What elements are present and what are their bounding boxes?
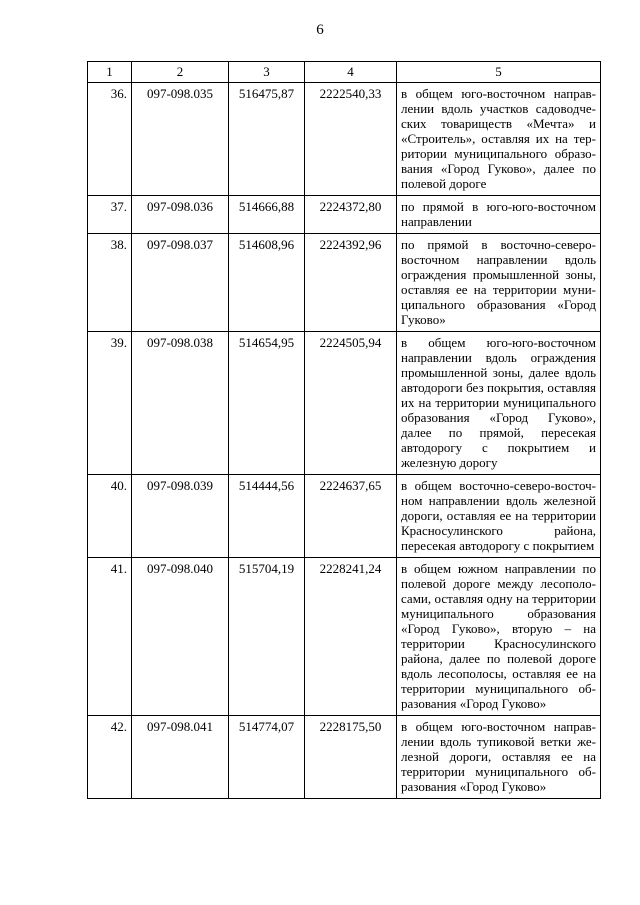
- column-header-1: 1: [88, 62, 132, 83]
- x-coordinate: 514444,56: [229, 475, 305, 558]
- column-header-4: 4: [305, 62, 397, 83]
- table-row: [88, 475, 601, 558]
- boundary-description: в общем юго-юго-восточном направлении вдоль ограждения промышленной зоны, далее вдоль автодороги без покрытия, оставляя их на территории муниципального образования «Город Гуково», далее по прямой, пересекая автодорогу с покрытием и железную дорогу: [397, 332, 601, 475]
- row-number: 37.: [88, 196, 132, 234]
- column-header-3: 3: [229, 62, 305, 83]
- boundary-points-table: [87, 61, 601, 799]
- point-code: 097-098.036: [132, 196, 229, 234]
- x-coordinate: 514774,07: [229, 716, 305, 799]
- table-row: [88, 196, 601, 234]
- table-row: [88, 716, 601, 799]
- row-number: 39.: [88, 332, 132, 475]
- row-number: 40.: [88, 475, 132, 558]
- boundary-description: в общем южном направлении по полевой дороге между лесополосами, оставляя одну на территории муниципального образования «Город Гуково», вторую – на территории Красносулинского района, далее по полевой дороге вдоль лесополосы, оставляя ее на территории муниципального образования «Город Гуково»: [397, 558, 601, 716]
- table-header-row: [88, 62, 601, 83]
- y-coordinate: 2228241,24: [305, 558, 397, 716]
- row-number: 36.: [88, 83, 132, 196]
- point-code: 097-098.038: [132, 332, 229, 475]
- page-number: 6: [316, 22, 324, 38]
- x-coordinate: 515704,19: [229, 558, 305, 716]
- boundary-description: по прямой в восточно-северовосточном направлении вдоль ограждения промышленной зоны, оставляя ее на территории муниципального образования «Город Гуково»: [397, 234, 601, 332]
- point-code: 097-098.035: [132, 83, 229, 196]
- x-coordinate: 514608,96: [229, 234, 305, 332]
- table-row: [88, 234, 601, 332]
- boundary-description: в общем юго-восточном направлении вдоль участков садоводческих товариществ «Мечта» и «Строитель», оставляя их на территории муниципального образования «Город Гуково», далее по полевой дороге: [397, 83, 601, 196]
- table-row: [88, 83, 601, 196]
- y-coordinate: 2224372,80: [305, 196, 397, 234]
- y-coordinate: 2224637,65: [305, 475, 397, 558]
- boundary-description: по прямой в юго-юго-восточном направлении: [397, 196, 601, 234]
- point-code: 097-098.041: [132, 716, 229, 799]
- boundary-description: в общем восточно-северо-восточном направлении вдоль железной дороги, оставляя ее на территории Красносулинского района, пересекая автодорогу с покрытием: [397, 475, 601, 558]
- y-coordinate: 2224392,96: [305, 234, 397, 332]
- table-row: [88, 332, 601, 475]
- y-coordinate: 2224505,94: [305, 332, 397, 475]
- column-header-2: 2: [132, 62, 229, 83]
- point-code: 097-098.040: [132, 558, 229, 716]
- x-coordinate: 514654,95: [229, 332, 305, 475]
- boundary-description: в общем юго-восточном направлении вдоль тупиковой ветки железной дороги, оставляя ее на территории муниципального образования «Город Гуково»: [397, 716, 601, 799]
- y-coordinate: 2222540,33: [305, 83, 397, 196]
- row-number: 38.: [88, 234, 132, 332]
- y-coordinate: 2228175,50: [305, 716, 397, 799]
- column-header-5: 5: [397, 62, 601, 83]
- point-code: 097-098.039: [132, 475, 229, 558]
- table-row: [88, 558, 601, 716]
- row-number: 41.: [88, 558, 132, 716]
- row-number: 42.: [88, 716, 132, 799]
- x-coordinate: 516475,87: [229, 83, 305, 196]
- point-code: 097-098.037: [132, 234, 229, 332]
- x-coordinate: 514666,88: [229, 196, 305, 234]
